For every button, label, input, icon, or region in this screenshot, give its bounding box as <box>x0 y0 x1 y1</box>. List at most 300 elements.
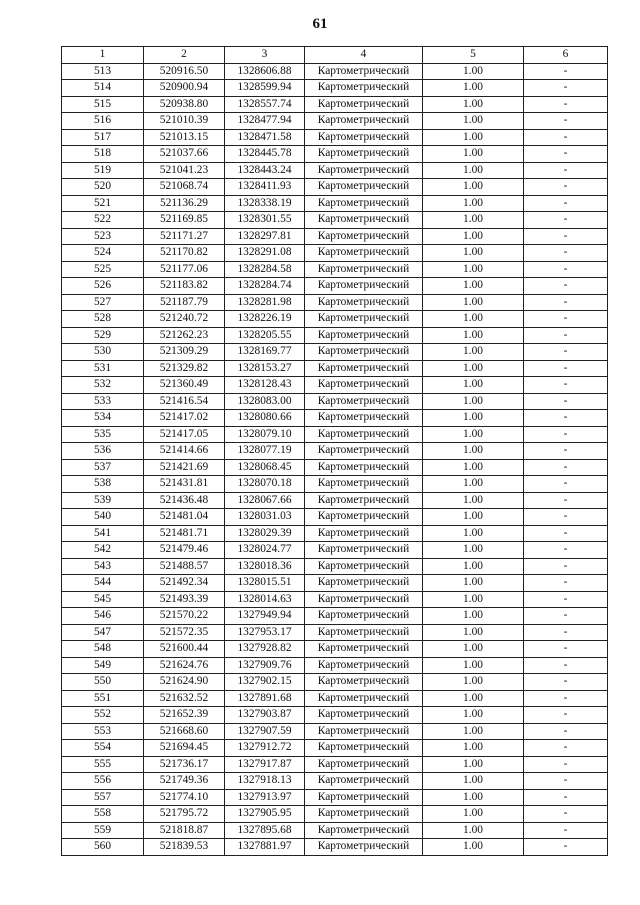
table-row <box>62 492 608 509</box>
note-cell: - <box>524 525 608 542</box>
note-cell: - <box>524 624 608 641</box>
note-cell: - <box>524 96 608 113</box>
accuracy-cell: 1.00 <box>423 360 524 377</box>
y-coordinate-cell: 1328557.74 <box>225 96 305 113</box>
accuracy-cell: 1.00 <box>423 162 524 179</box>
x-coordinate-cell: 521309.29 <box>144 344 225 361</box>
point-number-cell: 542 <box>62 542 144 559</box>
accuracy-cell: 1.00 <box>423 773 524 790</box>
x-coordinate-cell: 520916.50 <box>144 63 225 80</box>
note-cell: - <box>524 195 608 212</box>
table-row <box>62 641 608 658</box>
note-cell: - <box>524 756 608 773</box>
note-cell: - <box>524 311 608 328</box>
method-cell: Картометрический <box>305 245 423 262</box>
note-cell: - <box>524 822 608 839</box>
y-coordinate-cell: 1328443.24 <box>225 162 305 179</box>
method-cell: Картометрический <box>305 756 423 773</box>
y-coordinate-cell: 1328205.55 <box>225 327 305 344</box>
note-cell: - <box>524 509 608 526</box>
point-number-cell: 557 <box>62 789 144 806</box>
point-number-cell: 533 <box>62 393 144 410</box>
table-row <box>62 393 608 410</box>
x-coordinate-cell: 521818.87 <box>144 822 225 839</box>
table-row <box>62 476 608 493</box>
y-coordinate-cell: 1328070.18 <box>225 476 305 493</box>
y-coordinate-cell: 1328015.51 <box>225 575 305 592</box>
x-coordinate-cell: 520938.80 <box>144 96 225 113</box>
table-row <box>62 558 608 575</box>
x-coordinate-cell: 521479.46 <box>144 542 225 559</box>
point-number-cell: 517 <box>62 129 144 146</box>
method-cell: Картометрический <box>305 558 423 575</box>
accuracy-cell: 1.00 <box>423 113 524 130</box>
accuracy-cell: 1.00 <box>423 129 524 146</box>
note-cell: - <box>524 80 608 97</box>
x-coordinate-cell: 521488.57 <box>144 558 225 575</box>
table-row <box>62 179 608 196</box>
method-cell: Картометрический <box>305 624 423 641</box>
point-number-cell: 524 <box>62 245 144 262</box>
point-number-cell: 527 <box>62 294 144 311</box>
y-coordinate-cell: 1327928.82 <box>225 641 305 658</box>
point-number-cell: 531 <box>62 360 144 377</box>
note-cell: - <box>524 344 608 361</box>
note-cell: - <box>524 591 608 608</box>
method-cell: Картометрический <box>305 822 423 839</box>
y-coordinate-cell: 1328079.10 <box>225 426 305 443</box>
point-number-cell: 547 <box>62 624 144 641</box>
table-row <box>62 311 608 328</box>
method-cell: Картометрический <box>305 344 423 361</box>
note-cell: - <box>524 558 608 575</box>
x-coordinate-cell: 521668.60 <box>144 723 225 740</box>
method-cell: Картометрический <box>305 228 423 245</box>
x-coordinate-cell: 521240.72 <box>144 311 225 328</box>
table-row <box>62 278 608 295</box>
table-row <box>62 294 608 311</box>
accuracy-cell: 1.00 <box>423 377 524 394</box>
x-coordinate-cell: 520900.94 <box>144 80 225 97</box>
point-number-cell: 558 <box>62 806 144 823</box>
accuracy-cell: 1.00 <box>423 443 524 460</box>
note-cell: - <box>524 690 608 707</box>
column-header: 3 <box>225 47 305 64</box>
x-coordinate-cell: 521417.02 <box>144 410 225 427</box>
method-cell: Картометрический <box>305 674 423 691</box>
method-cell: Картометрический <box>305 360 423 377</box>
table-row <box>62 789 608 806</box>
accuracy-cell: 1.00 <box>423 195 524 212</box>
x-coordinate-cell: 521136.29 <box>144 195 225 212</box>
x-coordinate-cell: 521839.53 <box>144 839 225 856</box>
method-cell: Картометрический <box>305 773 423 790</box>
x-coordinate-cell: 521037.66 <box>144 146 225 163</box>
note-cell: - <box>524 410 608 427</box>
note-cell: - <box>524 674 608 691</box>
accuracy-cell: 1.00 <box>423 822 524 839</box>
x-coordinate-cell: 521600.44 <box>144 641 225 658</box>
method-cell: Картометрический <box>305 311 423 328</box>
point-number-cell: 537 <box>62 459 144 476</box>
method-cell: Картометрический <box>305 492 423 509</box>
point-number-cell: 535 <box>62 426 144 443</box>
accuracy-cell: 1.00 <box>423 558 524 575</box>
method-cell: Картометрический <box>305 410 423 427</box>
table-row <box>62 690 608 707</box>
y-coordinate-cell: 1327891.68 <box>225 690 305 707</box>
accuracy-cell: 1.00 <box>423 459 524 476</box>
point-number-cell: 555 <box>62 756 144 773</box>
note-cell: - <box>524 657 608 674</box>
y-coordinate-cell: 1328284.74 <box>225 278 305 295</box>
accuracy-cell: 1.00 <box>423 674 524 691</box>
x-coordinate-cell: 521431.81 <box>144 476 225 493</box>
point-number-cell: 539 <box>62 492 144 509</box>
table-row <box>62 377 608 394</box>
accuracy-cell: 1.00 <box>423 426 524 443</box>
x-coordinate-cell: 521183.82 <box>144 278 225 295</box>
x-coordinate-cell: 521169.85 <box>144 212 225 229</box>
table-row <box>62 129 608 146</box>
y-coordinate-cell: 1327903.87 <box>225 707 305 724</box>
accuracy-cell: 1.00 <box>423 311 524 328</box>
note-cell: - <box>524 608 608 625</box>
accuracy-cell: 1.00 <box>423 690 524 707</box>
note-cell: - <box>524 294 608 311</box>
note-cell: - <box>524 492 608 509</box>
y-coordinate-cell: 1328067.66 <box>225 492 305 509</box>
y-coordinate-cell: 1328226.19 <box>225 311 305 328</box>
table-row <box>62 162 608 179</box>
method-cell: Картометрический <box>305 195 423 212</box>
accuracy-cell: 1.00 <box>423 509 524 526</box>
x-coordinate-cell: 521493.39 <box>144 591 225 608</box>
x-coordinate-cell: 521492.34 <box>144 575 225 592</box>
method-cell: Картометрический <box>305 806 423 823</box>
point-number-cell: 548 <box>62 641 144 658</box>
point-number-cell: 536 <box>62 443 144 460</box>
point-number-cell: 544 <box>62 575 144 592</box>
table-row <box>62 228 608 245</box>
note-cell: - <box>524 707 608 724</box>
point-number-cell: 541 <box>62 525 144 542</box>
point-number-cell: 543 <box>62 558 144 575</box>
method-cell: Картометрический <box>305 146 423 163</box>
method-cell: Картометрический <box>305 542 423 559</box>
note-cell: - <box>524 162 608 179</box>
x-coordinate-cell: 521624.90 <box>144 674 225 691</box>
method-cell: Картометрический <box>305 525 423 542</box>
table-row <box>62 674 608 691</box>
method-cell: Картометрический <box>305 509 423 526</box>
note-cell: - <box>524 426 608 443</box>
x-coordinate-cell: 521414.66 <box>144 443 225 460</box>
accuracy-cell: 1.00 <box>423 344 524 361</box>
note-cell: - <box>524 360 608 377</box>
column-header: 4 <box>305 47 423 64</box>
x-coordinate-cell: 521262.23 <box>144 327 225 344</box>
table-row <box>62 707 608 724</box>
accuracy-cell: 1.00 <box>423 591 524 608</box>
table-row <box>62 360 608 377</box>
accuracy-cell: 1.00 <box>423 228 524 245</box>
accuracy-cell: 1.00 <box>423 146 524 163</box>
point-number-cell: 514 <box>62 80 144 97</box>
x-coordinate-cell: 521010.39 <box>144 113 225 130</box>
x-coordinate-cell: 521187.79 <box>144 294 225 311</box>
table-row <box>62 575 608 592</box>
point-number-cell: 530 <box>62 344 144 361</box>
note-cell: - <box>524 228 608 245</box>
x-coordinate-cell: 521013.15 <box>144 129 225 146</box>
table-row <box>62 80 608 97</box>
y-coordinate-cell: 1328281.98 <box>225 294 305 311</box>
x-coordinate-cell: 521421.69 <box>144 459 225 476</box>
point-number-cell: 516 <box>62 113 144 130</box>
note-cell: - <box>524 740 608 757</box>
point-number-cell: 540 <box>62 509 144 526</box>
table-row <box>62 146 608 163</box>
table-row <box>62 822 608 839</box>
x-coordinate-cell: 521417.05 <box>144 426 225 443</box>
method-cell: Картометрический <box>305 63 423 80</box>
table-row <box>62 96 608 113</box>
y-coordinate-cell: 1328080.66 <box>225 410 305 427</box>
y-coordinate-cell: 1328471.58 <box>225 129 305 146</box>
method-cell: Картометрический <box>305 707 423 724</box>
x-coordinate-cell: 521068.74 <box>144 179 225 196</box>
table-row <box>62 806 608 823</box>
note-cell: - <box>524 723 608 740</box>
accuracy-cell: 1.00 <box>423 789 524 806</box>
x-coordinate-cell: 521736.17 <box>144 756 225 773</box>
note-cell: - <box>524 476 608 493</box>
note-cell: - <box>524 327 608 344</box>
accuracy-cell: 1.00 <box>423 575 524 592</box>
point-number-cell: 560 <box>62 839 144 856</box>
accuracy-cell: 1.00 <box>423 278 524 295</box>
point-number-cell: 520 <box>62 179 144 196</box>
y-coordinate-cell: 1328477.94 <box>225 113 305 130</box>
table-row <box>62 261 608 278</box>
point-number-cell: 515 <box>62 96 144 113</box>
table-row <box>62 740 608 757</box>
method-cell: Картометрический <box>305 162 423 179</box>
x-coordinate-cell: 521329.82 <box>144 360 225 377</box>
accuracy-cell: 1.00 <box>423 410 524 427</box>
note-cell: - <box>524 393 608 410</box>
table-row <box>62 195 608 212</box>
accuracy-cell: 1.00 <box>423 657 524 674</box>
point-number-cell: 522 <box>62 212 144 229</box>
note-cell: - <box>524 789 608 806</box>
y-coordinate-cell: 1327917.87 <box>225 756 305 773</box>
accuracy-cell: 1.00 <box>423 608 524 625</box>
y-coordinate-cell: 1327912.72 <box>225 740 305 757</box>
table-row <box>62 756 608 773</box>
note-cell: - <box>524 806 608 823</box>
table-header-row <box>62 47 608 64</box>
table-row <box>62 63 608 80</box>
y-coordinate-cell: 1327895.68 <box>225 822 305 839</box>
y-coordinate-cell: 1327913.97 <box>225 789 305 806</box>
note-cell: - <box>524 146 608 163</box>
table-row <box>62 410 608 427</box>
table-row <box>62 542 608 559</box>
accuracy-cell: 1.00 <box>423 723 524 740</box>
x-coordinate-cell: 521171.27 <box>144 228 225 245</box>
accuracy-cell: 1.00 <box>423 63 524 80</box>
note-cell: - <box>524 773 608 790</box>
method-cell: Картометрический <box>305 641 423 658</box>
x-coordinate-cell: 521694.45 <box>144 740 225 757</box>
point-number-cell: 559 <box>62 822 144 839</box>
x-coordinate-cell: 521436.48 <box>144 492 225 509</box>
accuracy-cell: 1.00 <box>423 707 524 724</box>
page-number: 61 <box>312 16 328 32</box>
column-header: 5 <box>423 47 524 64</box>
method-cell: Картометрический <box>305 443 423 460</box>
table-body <box>62 63 608 855</box>
method-cell: Картометрический <box>305 839 423 856</box>
y-coordinate-cell: 1328018.36 <box>225 558 305 575</box>
x-coordinate-cell: 521632.52 <box>144 690 225 707</box>
table-row <box>62 426 608 443</box>
accuracy-cell: 1.00 <box>423 96 524 113</box>
table-row <box>62 344 608 361</box>
y-coordinate-cell: 1328297.81 <box>225 228 305 245</box>
point-number-cell: 521 <box>62 195 144 212</box>
table-row <box>62 525 608 542</box>
point-number-cell: 549 <box>62 657 144 674</box>
note-cell: - <box>524 377 608 394</box>
y-coordinate-cell: 1328077.19 <box>225 443 305 460</box>
x-coordinate-cell: 521749.36 <box>144 773 225 790</box>
method-cell: Картометрический <box>305 212 423 229</box>
x-coordinate-cell: 521652.39 <box>144 707 225 724</box>
method-cell: Картометрический <box>305 608 423 625</box>
x-coordinate-cell: 521416.54 <box>144 393 225 410</box>
y-coordinate-cell: 1327949.94 <box>225 608 305 625</box>
table-row <box>62 608 608 625</box>
table-row <box>62 624 608 641</box>
note-cell: - <box>524 63 608 80</box>
y-coordinate-cell: 1327905.95 <box>225 806 305 823</box>
note-cell: - <box>524 261 608 278</box>
method-cell: Картометрический <box>305 575 423 592</box>
note-cell: - <box>524 575 608 592</box>
accuracy-cell: 1.00 <box>423 294 524 311</box>
note-cell: - <box>524 179 608 196</box>
method-cell: Картометрический <box>305 723 423 740</box>
method-cell: Картометрический <box>305 96 423 113</box>
method-cell: Картометрический <box>305 80 423 97</box>
table-row <box>62 509 608 526</box>
column-header: 2 <box>144 47 225 64</box>
y-coordinate-cell: 1328031.03 <box>225 509 305 526</box>
accuracy-cell: 1.00 <box>423 393 524 410</box>
table-row <box>62 657 608 674</box>
method-cell: Картометрический <box>305 129 423 146</box>
column-header: 1 <box>62 47 144 64</box>
point-number-cell: 525 <box>62 261 144 278</box>
y-coordinate-cell: 1328128.43 <box>225 377 305 394</box>
point-number-cell: 518 <box>62 146 144 163</box>
point-number-cell: 546 <box>62 608 144 625</box>
x-coordinate-cell: 521170.82 <box>144 245 225 262</box>
accuracy-cell: 1.00 <box>423 245 524 262</box>
note-cell: - <box>524 839 608 856</box>
point-number-cell: 526 <box>62 278 144 295</box>
note-cell: - <box>524 129 608 146</box>
y-coordinate-cell: 1327953.17 <box>225 624 305 641</box>
point-number-cell: 553 <box>62 723 144 740</box>
point-number-cell: 534 <box>62 410 144 427</box>
y-coordinate-cell: 1328083.00 <box>225 393 305 410</box>
y-coordinate-cell: 1328024.77 <box>225 542 305 559</box>
table-row <box>62 245 608 262</box>
y-coordinate-cell: 1327881.97 <box>225 839 305 856</box>
y-coordinate-cell: 1327909.76 <box>225 657 305 674</box>
y-coordinate-cell: 1328068.45 <box>225 459 305 476</box>
table-row <box>62 591 608 608</box>
method-cell: Картометрический <box>305 740 423 757</box>
x-coordinate-cell: 521041.23 <box>144 162 225 179</box>
method-cell: Картометрический <box>305 261 423 278</box>
x-coordinate-cell: 521570.22 <box>144 608 225 625</box>
point-number-cell: 519 <box>62 162 144 179</box>
accuracy-cell: 1.00 <box>423 806 524 823</box>
y-coordinate-cell: 1328169.77 <box>225 344 305 361</box>
accuracy-cell: 1.00 <box>423 839 524 856</box>
method-cell: Картометрический <box>305 657 423 674</box>
y-coordinate-cell: 1328014.63 <box>225 591 305 608</box>
method-cell: Картометрический <box>305 377 423 394</box>
accuracy-cell: 1.00 <box>423 492 524 509</box>
y-coordinate-cell: 1328445.78 <box>225 146 305 163</box>
method-cell: Картометрический <box>305 459 423 476</box>
y-coordinate-cell: 1328029.39 <box>225 525 305 542</box>
method-cell: Картометрический <box>305 179 423 196</box>
method-cell: Картометрический <box>305 591 423 608</box>
table-row <box>62 839 608 856</box>
note-cell: - <box>524 278 608 295</box>
x-coordinate-cell: 521624.76 <box>144 657 225 674</box>
point-number-cell: 538 <box>62 476 144 493</box>
method-cell: Картометрический <box>305 789 423 806</box>
point-number-cell: 551 <box>62 690 144 707</box>
point-number-cell: 528 <box>62 311 144 328</box>
x-coordinate-cell: 521774.10 <box>144 789 225 806</box>
x-coordinate-cell: 521481.71 <box>144 525 225 542</box>
note-cell: - <box>524 443 608 460</box>
note-cell: - <box>524 459 608 476</box>
point-number-cell: 529 <box>62 327 144 344</box>
method-cell: Картометрический <box>305 393 423 410</box>
point-number-cell: 513 <box>62 63 144 80</box>
method-cell: Картометрический <box>305 278 423 295</box>
y-coordinate-cell: 1327902.15 <box>225 674 305 691</box>
y-coordinate-cell: 1328599.94 <box>225 80 305 97</box>
accuracy-cell: 1.00 <box>423 624 524 641</box>
y-coordinate-cell: 1328301.55 <box>225 212 305 229</box>
y-coordinate-cell: 1327907.59 <box>225 723 305 740</box>
y-coordinate-cell: 1328291.08 <box>225 245 305 262</box>
accuracy-cell: 1.00 <box>423 80 524 97</box>
table-row <box>62 212 608 229</box>
x-coordinate-cell: 521481.04 <box>144 509 225 526</box>
